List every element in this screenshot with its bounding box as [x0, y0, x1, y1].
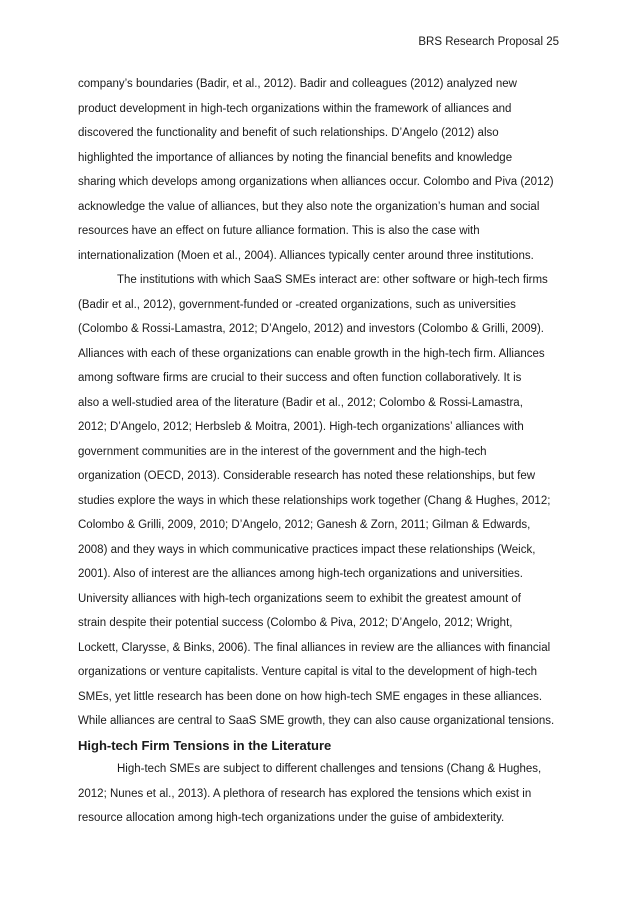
paragraph2-line: government communities are in the interest of the government and the high-tech	[78, 446, 487, 458]
paragraph1-line: acknowledge the value of alliances, but they also note the organization’s human and social	[78, 201, 540, 213]
paragraph2-line: The institutions with which SaaS SMEs interact are: other software or high-tech firms	[117, 274, 548, 286]
paragraph2-line: organizations or venture capitalists. Venture capital is vital to the development of high-tech	[78, 666, 537, 678]
paragraph1-line: highlighted the importance of alliances by noting the financial benefits and knowledge	[78, 152, 513, 164]
paragraph2-line: While alliances are central to SaaS SME growth, they can also cause organizational tensions.	[78, 715, 555, 727]
paragraph1-line: resources have an effect on future alliance formation. This is also the case with	[78, 225, 480, 237]
section-heading: High-tech Firm Tensions in the Literature	[78, 738, 332, 753]
paragraph2-line: organization (OECD, 2013). Considerable research has noted these relationships, but few	[78, 470, 536, 482]
paragraph2-line: (Badir et al., 2012), government-funded or -created organizations, such as universities	[78, 299, 516, 311]
paragraph2-line: University alliances with high-tech organizations seem to exhibit the greatest amount of	[78, 593, 521, 605]
paragraph2-line: among software firms are crucial to their success and often function collaboratively. It is	[78, 372, 522, 384]
paragraph2-line: (Colombo & Rossi-Lamastra, 2012; D’Angelo, 2012) and investors (Colombo & Grilli, 2009).	[78, 323, 544, 335]
paragraph2-line: 2001). Also of interest are the alliances among high-tech organizations and universities.	[78, 568, 523, 580]
paragraph1-line: company’s boundaries (Badir, et al., 2012). Badir and colleagues (2012) analyzed new	[78, 78, 517, 90]
paragraph3-line: 2012; Nunes et al., 2013). A plethora of research has explored the tensions which exist in	[78, 788, 532, 800]
paragraph2-line: Lockett, Clarysse, & Binks, 2006). The final alliances in review are the alliances with financial	[78, 642, 551, 654]
paragraph1-line: discovered the functionality and benefit of such relationships. D’Angelo (2012) also	[78, 127, 499, 139]
paragraph2-line: SMEs, yet little research has been done on how high-tech SME engages in these alliances.	[78, 691, 543, 703]
paragraph1-line: product development in high-tech organizations within the framework of alliances and	[78, 103, 512, 115]
paragraph2-line: 2012; D’Angelo, 2012; Herbsleb & Moitra, 2001). High-tech organizations’ alliances with	[78, 421, 524, 433]
paragraph2-line: 2008) and they ways in which communicative practices impact these relationships (Weick,	[78, 544, 536, 556]
paragraph1-line: sharing which develops among organizations when alliances occur. Colombo and Piva (2012)	[78, 176, 554, 188]
paragraph2-line: Alliances with each of these organizations can enable growth in the high-tech firm. Alliances	[78, 348, 545, 360]
paragraph2-line: studies explore the ways in which these relationships work together (Chang & Hughes, 2012;	[78, 495, 551, 507]
paragraph3-line: resource allocation among high-tech organizations under the guise of ambidexterity.	[78, 812, 505, 824]
paragraph3-line: High-tech SMEs are subject to different challenges and tensions (Chang & Hughes,	[117, 763, 542, 775]
paragraph2-line: Colombo & Grilli, 2009, 2010; D’Angelo, 2012; Ganesh & Zorn, 2011; Gilman & Edwards,	[78, 519, 531, 531]
paragraph2-line: strain despite their potential success (Colombo & Piva, 2012; D’Angelo, 2012; Wright,	[78, 617, 513, 629]
running-header: BRS Research Proposal 25	[418, 36, 559, 48]
paragraph2-line: also a well-studied area of the literature (Badir et al., 2012; Colombo & Rossi-Lamastra,	[78, 397, 523, 409]
paragraph1-line: internationalization (Moen et al., 2004). Alliances typically center around three institutions.	[78, 250, 534, 262]
